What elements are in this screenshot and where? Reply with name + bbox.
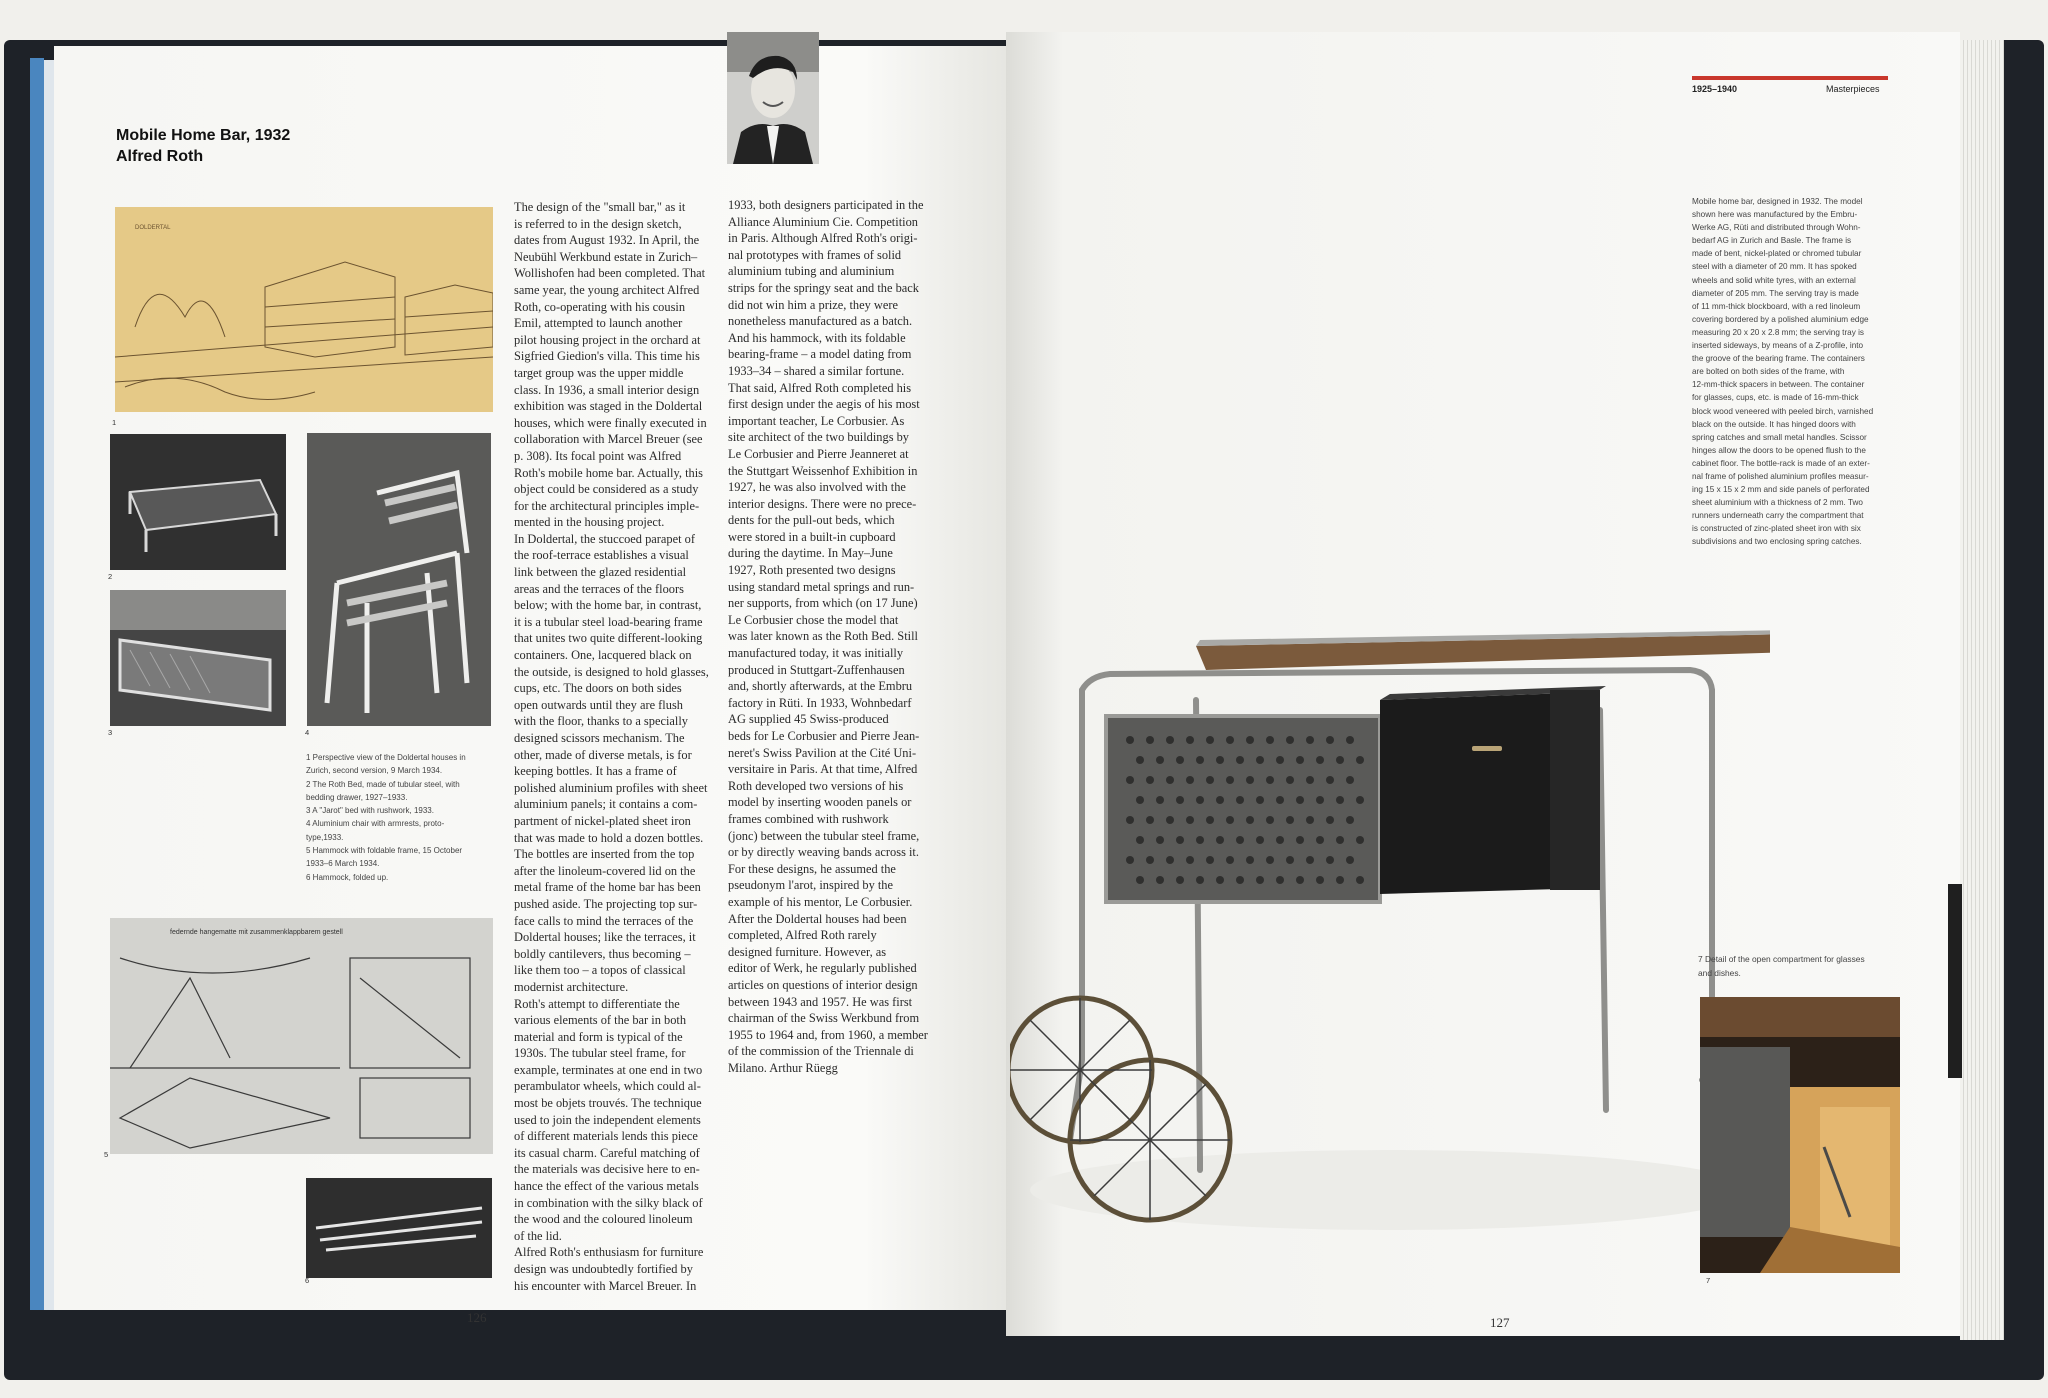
main-photo-home-bar (1010, 600, 1770, 1240)
article-title-block (116, 125, 290, 167)
figure-1-perspective-drawing (115, 207, 493, 412)
main-photo-caption: Mobile home bar, designed in 1932. The model shown here was manufactured by the Embru- Werke AG, Rüti and distributed through Wohn- bedarf AG in Zurich and Basle. The frame is made of bent, nickel-plated or chromed tubular steel with a diameter of 20 mm. It has spoked wheels and solid white tyres, with an external diameter of 205 mm. The serving tray is made of 11 mm-thick blockboard, with a red linoleum covering bordered by a polished aluminium edge measuring 20 x 20 x 2.8 mm; the serving tray is inserted sideways, by means of a Z-profile, into the groove of the bearing frame. The containers are bolted on both sides of the frame, with 12-mm-thick spacers in between. The container for glasses, cups, etc. is made of 16-mm-thick block wood veneered with peeled birch, varnished black on the outside. It has hinged doors with spring catches and small metal handles. Scissor hinges allow the doors to be opened flush to the cabinet floor. The bottle-rack is made of an exter- nal frame of polished aluminium profiles measur- ing 15 x 15 x 2 mm and side panels of perforated sheet aluminium with a thickness of 2 mm. Two runners underneath carry the compartment that is constructed of zinc-plated sheet iron with six subdivisions and two enclosing spring catches. (1692, 197, 1874, 547)
page-stack (1960, 40, 2004, 1340)
figure-3-jarot-bed (110, 590, 286, 726)
detail-caption: 7 Detail of the open compartment for glasses and dishes. (1698, 954, 1865, 978)
detail-photo-open-compartment (1700, 997, 1900, 1273)
article-author: Alfred Roth (116, 148, 204, 165)
detail-figure-number: 7 (1706, 1276, 1711, 1285)
article-title: Mobile Home Bar, 1932 (116, 127, 291, 144)
portrait-photo (727, 32, 819, 164)
figure-5-hammock-drawing (110, 918, 493, 1154)
header-section: Masterpieces (1826, 84, 1880, 94)
page-number-left: 126 (467, 1310, 487, 1325)
figure-number-5: 5 (104, 1150, 109, 1159)
figure-captions: 1 Perspective view of the Doldertal houses in Zurich, second version, 9 March 1934. 2 The Roth Bed, made of tubular steel, with bedding drawer, 1927–1933. 3 A "Jarot" bed with rushwork, 1933. 4 Aluminium chair with armrests, proto- type,1933. 5 Hammock with foldable frame, 15 October 1933–6 March 1934. 6 Hammock, folded up. (306, 753, 466, 882)
page-edge-blue (30, 58, 44, 1310)
figure-number-3: 3 (108, 728, 113, 737)
figure-number-1: 1 (112, 418, 117, 427)
edge-photo-strip (1948, 884, 1962, 1078)
figure-number-6: 6 (305, 1276, 310, 1285)
figure-6-hammock-folded (306, 1178, 492, 1278)
body-text-column-1: The design of the "small bar," as it is referred to in the design sketch, dates from August 1932. In April, the Neubühl Werkbund estate in Zurich– Wollishofen had been completed. That same year, the young architect Alfred Roth, co-operating with his cousin Emil, attempted to launch another pilot housing project in the orchard at Sigfried Giedion's villa. This time his target group was the upper middle class. In 1936, a small interior design exhibition was staged in the Doldertal houses, which were finally executed in collaboration with Marcel Breuer (see p. 308). Its focal point was Alfred Roth's mobile home bar. Actually, this object could be considered as a study for the architectural principles imple- mented in the housing project. In Doldertal, the stuccoed parapet of the roof-terrace establishes a visual link between the glazed residential areas and the terraces of the floors below; with the home bar, in contrast, it is a tubular steel load-bearing frame that unites two quite different-looking containers. One, lacquered black on the outside, is designed to hold glasses, cups, etc. The doors on both sides open outwards until they are flush with the floor, thanks to a specially designed scissors mechanism. The other, made of diverse metals, is for keeping bottles. It has a frame of polished aluminium profiles with sheet aluminium panels; it contains a com- partment of nickel-plated sheet iron that was made to hold a dozen bottles. The bottles are inserted from the top after the linoleum-covered lid on the metal frame of the home bar has been pushed aside. The projecting top sur- face calls to mind the terraces of the Doldertal houses; like the terraces, it boldly cantilevers, thus becoming – like them too – a topos of classical modernist architecture. Roth's attempt to differentiate the various elements of the bar in both material and form is typical of the 1930s. The tubular steel frame, for example, terminates at one end in two perambulator wheels, which could al- most be objets trouvés. The technique used to join the independent elements of different materials lends this piece its casual charm. Careful matching of the materials was decisive here to en- hance the effect of the various metals in combination with the silky black of the wood and the coloured linoleum of the lid. Alfred Roth's enthusiasm for furniture design was undoubtedly fortified by his encounter with Marcel Breuer. In (514, 200, 709, 1293)
figure-number-2: 2 (108, 572, 113, 581)
figure-2-roth-bed (110, 434, 286, 570)
figure-4-aluminium-chair (307, 433, 491, 726)
body-text-column-2: 1933, both designers participated in the Alliance Aluminium Cie. Competition in Paris. Although Alfred Roth's origi- nal prototypes with frames of solid aluminium tubing and aluminium strips for the springy seat and the back did not win him a prize, they were nonetheless manufactured as a batch. And his hammock, with its foldable bearing-frame – a model dating from 1933–34 – shared a similar fortune. That said, Alfred Roth completed his first design under the aegis of his most important teacher, Le Corbusier. As site architect of the two buildings by Le Corbusier and Pierre Jeanneret at the Stuttgart Weissenhof Exhibition in 1927, he was also involved with the interior designs. There were no prece- dents for the pull-out beds, which were stored in a built-in cupboard during the daytime. In May–June 1927, Roth presented two designs using standard metal springs and run- ner supports, from which (on 17 June) Le Corbusier chose the model that was later known as the Roth Bed. Still manufactured today, it was initially produced in Stuttgart-Zuffenhausen and, shortly afterwards, at the Embru factory in Rüti. In 1933, Wohnbedarf AG supplied 45 Swiss-produced beds for Le Corbusier and Pierre Jean- neret's Swiss Pavilion at the Cité Uni- versitaire in Paris. At that time, Alfred Roth developed two versions of his model by inserting wooden panels or frames combined with rushwork (jonc) between the tubular steel frame, or by directly weaving bands across it. For these designs, he assumed the pseudonym l'arot, inspired by the example of his mentor, Le Corbusier. After the Doldertal houses had been completed, Alfred Roth rarely designed furniture. However, as editor of Werk, he regularly published articles on questions of interior design between 1943 and 1957. He was first chairman of the Swiss Werkbund from 1955 to 1964 and, from 1960, a member of the commission of the Triennale di Milano. Arthur Rüegg (728, 198, 928, 1075)
header-years: 1925–1940 (1692, 84, 1738, 94)
figure-1-label: DOLDERTAL (135, 225, 171, 231)
page-edge (44, 60, 54, 1310)
header-accent-bar (1692, 76, 1888, 80)
figure-5-label: federnde hangematte mit zusammenklappbarem gestell (170, 929, 343, 936)
figure-number-4: 4 (305, 728, 310, 737)
page-number-right: 127 (1490, 1315, 1510, 1330)
